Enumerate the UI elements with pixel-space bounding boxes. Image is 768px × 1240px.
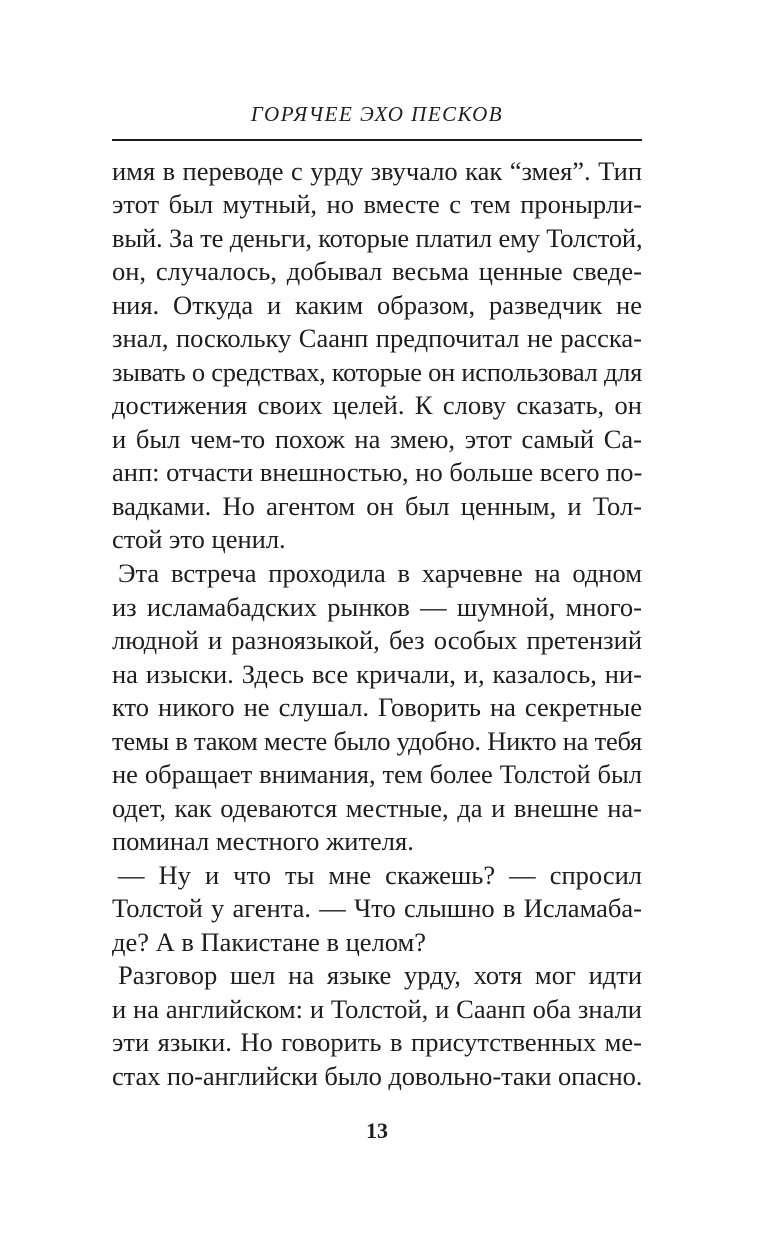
text-line: знал, поскольку Саанп предпочитал не расска- — [112, 323, 642, 353]
text-line: вадками. Но агентом он был ценным, и Тол- — [112, 491, 642, 521]
text-line-paragraph-end: де? А в Пакистане в целом? — [112, 927, 427, 957]
text-line: одет, как одеваются местные, да и внешне на- — [112, 793, 642, 823]
text-line-paragraph-start: Разговор шел на языке урду, хотя мог идти — [118, 960, 642, 990]
text-line: не обращает внимания, тем более Толстой был — [112, 759, 642, 789]
text-line: анп: отчасти внешностью, но больше всего по- — [112, 457, 643, 487]
text-line: Толстой у агента. — Что слышно в Исламаба- — [112, 893, 642, 923]
text-line: кто никого не слушал. Говорить на секретные — [112, 692, 642, 722]
text-line: людной и разноязыкой, без особых претензий — [112, 625, 642, 655]
text-line-paragraph-end: поминал местного жителя. — [112, 826, 414, 856]
text-line: и был чем-то похож на змею, этот самый Са- — [112, 424, 642, 454]
text-line: на изыски. Здесь все кричали, и, казалось, ни- — [112, 659, 642, 689]
text-line: вый. За те деньги, которые платил ему Толстой, — [112, 223, 643, 253]
text-line: темы в таком месте было удобно. Никто на тебя — [112, 726, 642, 756]
text-line: из исламабадских рынков — шумной, много- — [112, 592, 642, 622]
text-line: имя в переводе с урду звучало как “змея”. Тип — [112, 156, 642, 186]
text-line-paragraph-end: стой это ценил. — [112, 524, 286, 554]
text-line: ния. Откуда и каким образом, разведчик не — [112, 290, 642, 320]
running-head-title: ГОРЯЧЕЕ ЭХО ПЕСКОВ — [250, 102, 504, 126]
text-line: стах по-английски было довольно-таки опасно. — [112, 1061, 643, 1091]
text-line: достижения своих целей. К слову сказать, он — [112, 390, 642, 420]
text-line: зывать о средствах, которые он использовал для — [112, 357, 642, 387]
text-line-paragraph-start: Эта встреча проходила в харчевне на одном — [118, 558, 642, 588]
text-line: и на английском: и Толстой, и Саанп оба знали — [112, 994, 642, 1024]
page-number: 13 — [366, 1118, 388, 1143]
header-rule — [112, 139, 642, 141]
text-line: он, случалось, добывал весьма ценные сведе- — [112, 256, 642, 286]
text-line: этот был мутный, но вместе с тем пронырли- — [112, 189, 642, 219]
text-line-paragraph-start: — Ну и что ты мне скажешь? — спросил — [118, 860, 642, 890]
text-line: эти языки. Но говорить в присутственных ме- — [112, 1027, 642, 1057]
